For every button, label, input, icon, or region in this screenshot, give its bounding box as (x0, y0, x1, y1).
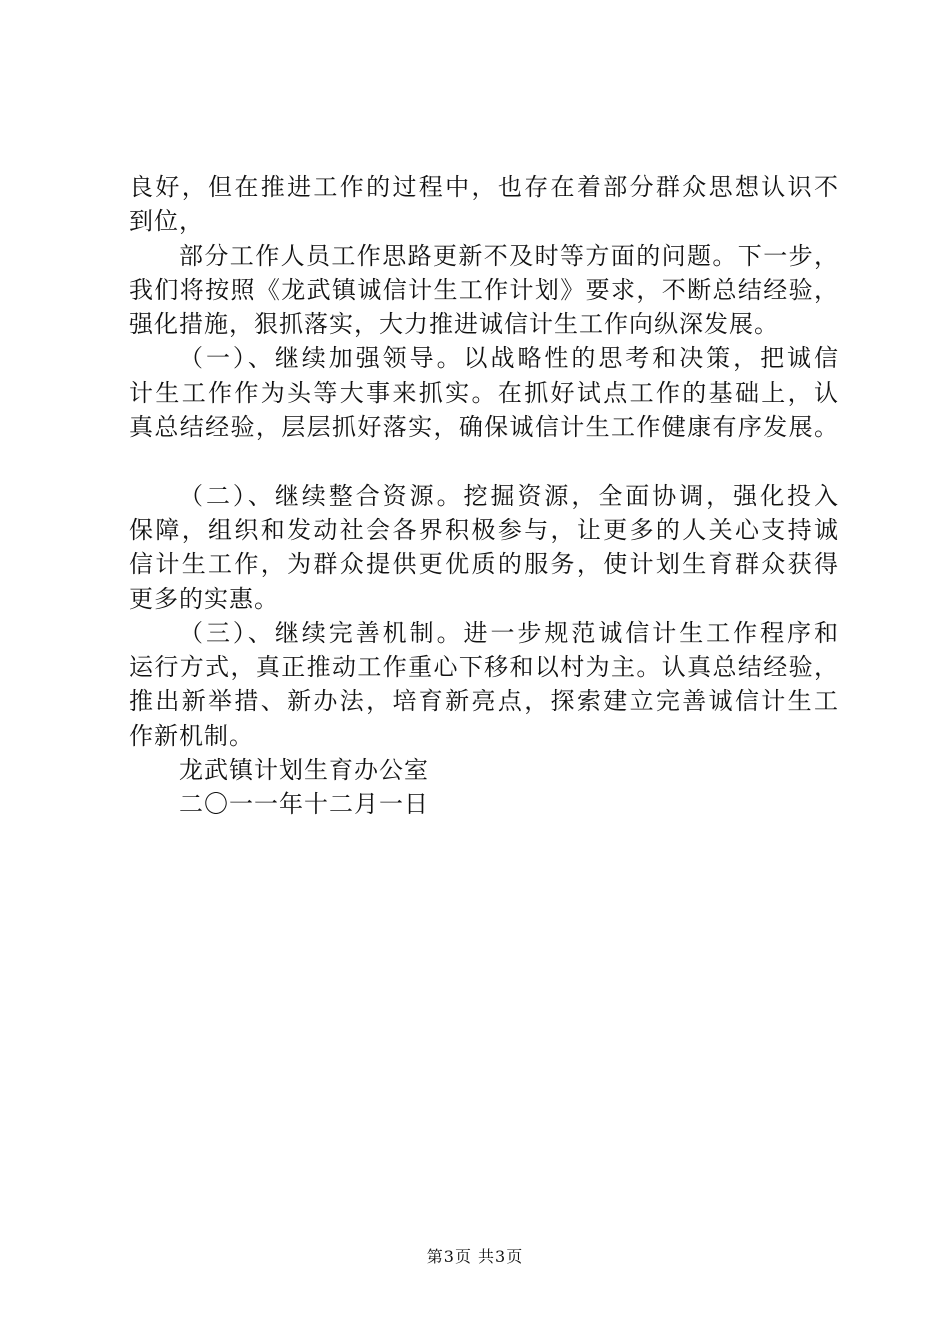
paragraph-line: 到位， (129, 207, 204, 236)
signature-organization: 龙武镇计划生育办公室 (179, 756, 429, 785)
blank-line (129, 444, 839, 478)
document-body (129, 170, 839, 822)
signature-date: 二〇一一年十二月一日 (179, 790, 429, 819)
paragraph-line: 更多的实惠。 (129, 584, 279, 613)
paragraph-line: 部分工作人员工作思路更新不及时等方面的问题。下一步， (179, 241, 839, 270)
paragraph-line: 作新机制。 (129, 721, 254, 750)
page-number-label: 第3页 共3页 (426, 1247, 524, 1266)
paragraph-line: （三）、继续完善机制。进一步规范诚信计生工作程序和 (179, 618, 839, 647)
paragraph-line: （二）、继续整合资源。挖掘资源，全面协调，强化投入 (179, 481, 839, 510)
paragraph-line: 真总结经验，层层抓好落实，确保诚信计生工作健康有序发展。 (129, 413, 839, 442)
paragraph-line: 我们将按照《龙武镇诚信计生工作计划》要求，不断总结经验， (129, 275, 839, 304)
paragraph-line: 信计生工作，为群众提供更优质的服务，使计划生育群众获得 (129, 550, 839, 579)
paragraph-line: （一）、继续加强领导。以战略性的思考和决策，把诚信 (179, 344, 839, 373)
paragraph-line: 推出新举措、新办法，培育新亮点，探索建立完善诚信计生工 (129, 687, 839, 716)
paragraph-line: 计生工作作为头等大事来抓实。在抓好试点工作的基础上，认 (129, 378, 839, 407)
paragraph-line: 运行方式，真正推动工作重心下移和以村为主。认真总结经验， (129, 653, 839, 682)
paragraph-line: 良好，但在推进工作的过程中，也存在着部分群众思想认识不 (129, 173, 839, 201)
paragraph-line: 强化措施，狠抓落实，大力推进诚信计生工作向纵深发展。 (129, 310, 779, 339)
page-footer (0, 1244, 950, 1267)
paragraph-line: 保障，组织和发动社会各界积极参与，让更多的人关心支持诚 (129, 515, 839, 544)
